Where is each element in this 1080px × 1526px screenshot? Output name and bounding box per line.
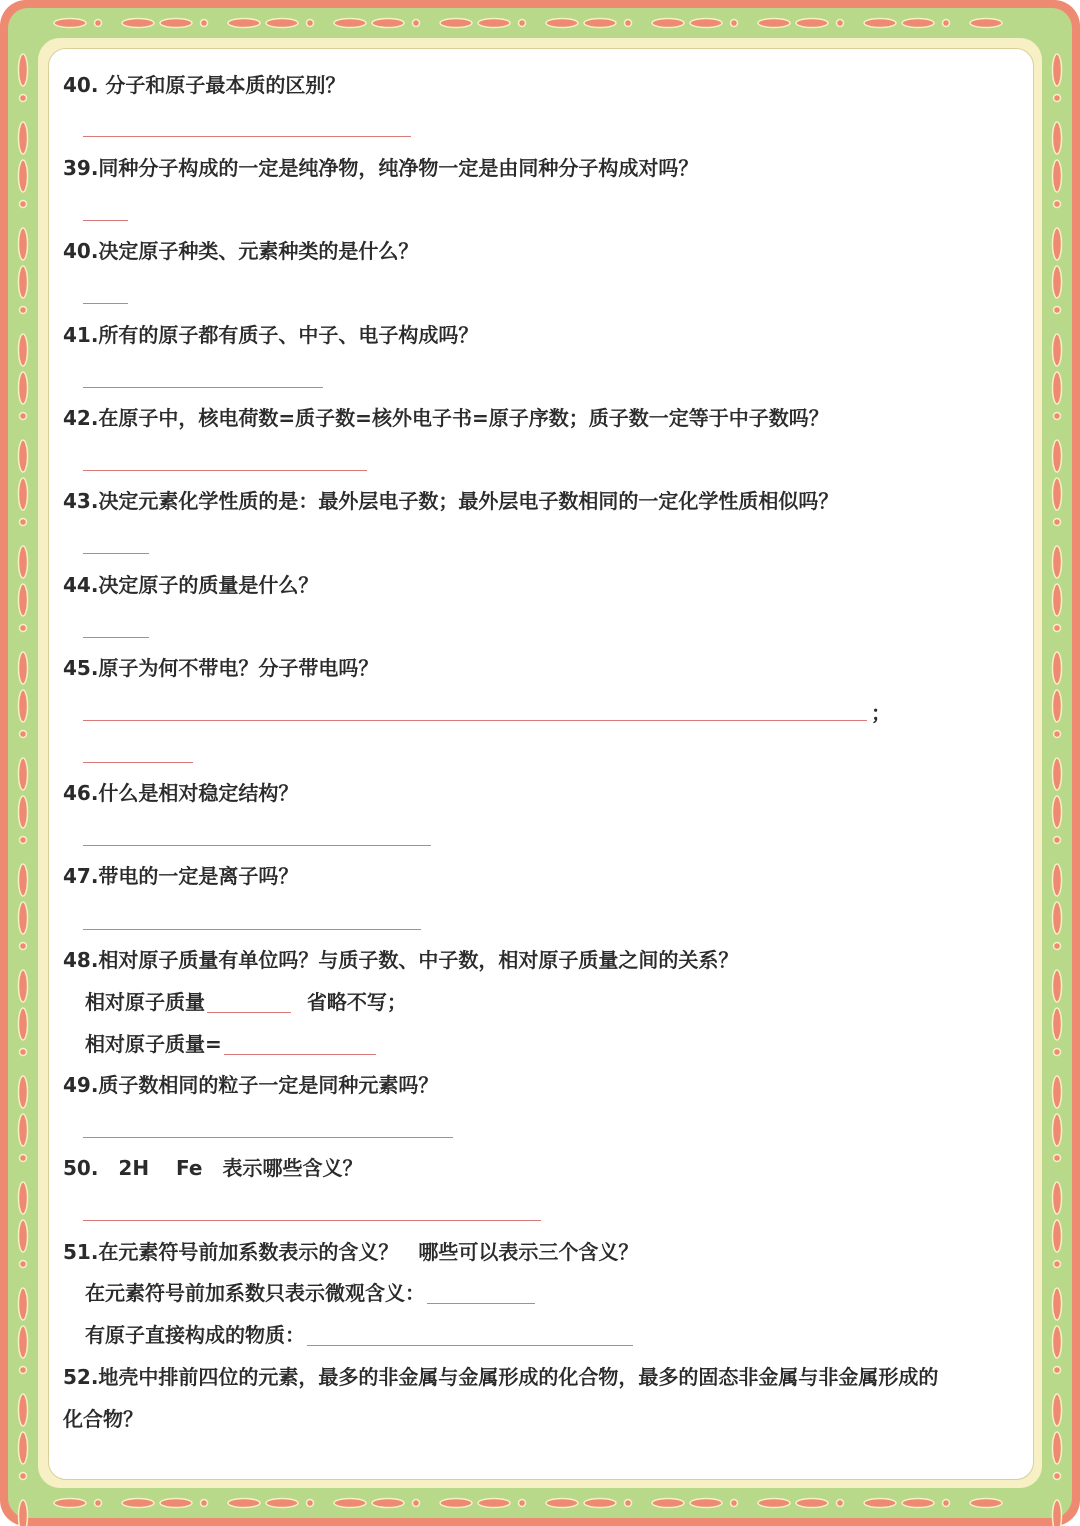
question-48: 48.相对原子质量有单位吗？与质子数、中子数，相对原子质量之间的关系？ bbox=[63, 948, 739, 972]
answer-blank-44[interactable] bbox=[83, 637, 149, 638]
answer-blank-40b[interactable] bbox=[83, 303, 128, 304]
semicolon-45: ； bbox=[871, 701, 891, 725]
question-43: 43.决定元素化学性质的是：最外层电子数；最外层电子数相同的一定化学性质相似吗？ bbox=[63, 489, 839, 513]
question-48-sub2 bbox=[85, 1030, 378, 1058]
answer-blank-45a[interactable] bbox=[83, 720, 867, 721]
question-39: 39.同种分子构成的一定是纯净物，纯净物一定是由同种分子构成对吗？ bbox=[63, 156, 699, 180]
answer-blank-51a[interactable] bbox=[427, 1283, 535, 1304]
answer-blank-40a[interactable] bbox=[83, 136, 411, 137]
answer-blank-46[interactable] bbox=[83, 845, 431, 846]
answer-blank-50[interactable] bbox=[83, 1220, 541, 1221]
q48-sub1-left: 相对原子质量 bbox=[85, 990, 205, 1014]
question-47: 47.带电的一定是离子吗？ bbox=[63, 864, 299, 888]
answer-blank-42[interactable] bbox=[83, 470, 367, 471]
question-45: 45.原子为何不带电？分子带电吗？ bbox=[63, 656, 379, 680]
worksheet-paper bbox=[48, 48, 1034, 1480]
answer-blank-41[interactable] bbox=[83, 387, 323, 388]
question-46: 46.什么是相对稳定结构？ bbox=[63, 781, 299, 805]
question-52: 52.地壳中排前四位的元素，最多的非金属与金属形成的化合物，最多的固态非金属与非金属形成的 bbox=[63, 1365, 939, 1389]
question-49: 49.质子数相同的粒子一定是同种元素吗？ bbox=[63, 1073, 439, 1097]
q48-sub2-label: 相对原子质量= bbox=[85, 1032, 222, 1056]
question-40a: 40. 分子和原子最本质的区别？ bbox=[63, 73, 346, 97]
question-42: 42.在原子中，核电荷数=质子数=核外电子书=原子序数；质子数一定等于中子数吗？ bbox=[63, 406, 829, 430]
question-51: 51.在元素符号前加系数表示的含义？ 哪些可以表示三个含义？ bbox=[63, 1240, 639, 1264]
answer-blank-49[interactable] bbox=[83, 1137, 453, 1138]
question-52-continued: 化合物？ bbox=[63, 1407, 143, 1431]
question-51-sub2 bbox=[85, 1321, 635, 1349]
answer-blank-47[interactable] bbox=[83, 929, 421, 930]
answer-blank-43[interactable] bbox=[83, 553, 149, 554]
question-40b: 40.决定原子种类、元素种类的是什么？ bbox=[63, 239, 419, 263]
question-50: 50. 2H Fe 表示哪些含义？ bbox=[63, 1156, 363, 1180]
question-48-sub1 bbox=[85, 988, 407, 1016]
q48-sub1-right: 省略不写； bbox=[306, 990, 407, 1014]
answer-blank-39[interactable] bbox=[83, 220, 128, 221]
q51-sub2-label: 有原子直接构成的物质： bbox=[85, 1323, 305, 1347]
question-41: 41.所有的原子都有质子、中子、电子构成吗？ bbox=[63, 323, 479, 347]
question-44: 44.决定原子的质量是什么？ bbox=[63, 573, 319, 597]
answer-blank-51b[interactable] bbox=[307, 1325, 633, 1346]
q51-sub1-label: 在元素符号前加系数只表示微观含义： bbox=[85, 1281, 425, 1305]
answer-blank-45b[interactable] bbox=[83, 762, 193, 763]
answer-blank-48a[interactable] bbox=[207, 992, 291, 1013]
answer-blank-48b[interactable] bbox=[224, 1034, 376, 1055]
question-51-sub1 bbox=[85, 1279, 537, 1307]
